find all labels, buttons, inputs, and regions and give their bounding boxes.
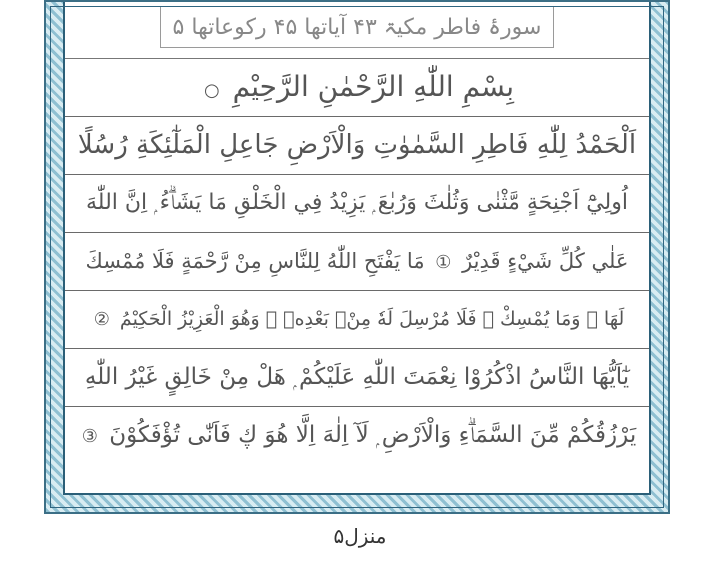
surah-heading: سورۂ فاطر مکیۃ ۴۳ آیاتھا ۴۵ رکوعاتھا ۵ <box>172 14 542 40</box>
surah-header <box>65 2 649 59</box>
surah-heading-box <box>160 6 555 48</box>
verse-marker: ○ <box>203 80 220 101</box>
text-line-3 <box>65 174 649 233</box>
mushaf-page <box>63 2 651 495</box>
verse-text: اَلْحَمْدُ لِلّٰهِ فَاطِرِ السَّمٰوٰتِ وَالْاَرْضِ جَاعِلِ الْمَلٰٓئِكَةِ رُسُلًا <box>77 130 637 160</box>
text-line-5 <box>65 290 649 349</box>
verse-text: لَهَا ۚ وَمَا يُمْسِكْ ۙ فَلَا مُرْسِلَ لَهٗ مِنْۢ بَعْدِهٖ ۭ وَهُوَ الْعَزِيْزُ الْحَكِيْمُ <box>119 307 625 330</box>
manzil-label: منزل۵ <box>333 524 387 548</box>
verse-text: مَا يَفْتَحِ اللّٰهُ لِلنَّاسِ مِنْ رَّحْمَةٍ فَلَا مُمْسِكَ <box>85 248 425 273</box>
verse-marker: ② <box>93 308 110 330</box>
bismillah: بِسْمِ اللّٰهِ الرَّحْمٰنِ الرَّحِيْمِ <box>232 70 515 103</box>
text-line-2 <box>65 116 649 175</box>
verse-text: يَرْزُقُكُمْ مِّنَ السَّمَاۗءِ وَالْاَرْضِ ۭ لَآ اِلٰهَ اِلَّا هُوَ ڮ فَاَنّٰى تُؤْفَكُوْنَ <box>109 421 637 448</box>
text-line-6 <box>65 348 649 407</box>
text-line-4 <box>65 232 649 291</box>
verse-marker: ③ <box>81 425 98 447</box>
text-line-7 <box>65 406 649 464</box>
text-line-1 <box>65 58 649 117</box>
verse-marker: ① <box>435 251 452 273</box>
verse-text: اُولِيْٓ اَجْنِحَةٍ مَّثْنٰى وَثُلٰثَ وَرُبٰعَ ۭ يَزِيْدُ فِي الْخَلْقِ مَا يَشَاۗءُ ۭ اِنَّ اللّٰهَ <box>86 190 628 215</box>
verse-text: يٰٓاَيُّهَا النَّاسُ اذْكُرُوْا نِعْمَتَ اللّٰهِ عَلَيْكُمْ ۭ هَلْ مِنْ خَالِقٍ غَيْرُ اللّٰهِ <box>84 363 630 390</box>
verse-text: عَلٰي كُلِّ شَيْءٍ قَدِيْرٌ <box>462 248 629 273</box>
page-border-frame <box>44 0 670 514</box>
